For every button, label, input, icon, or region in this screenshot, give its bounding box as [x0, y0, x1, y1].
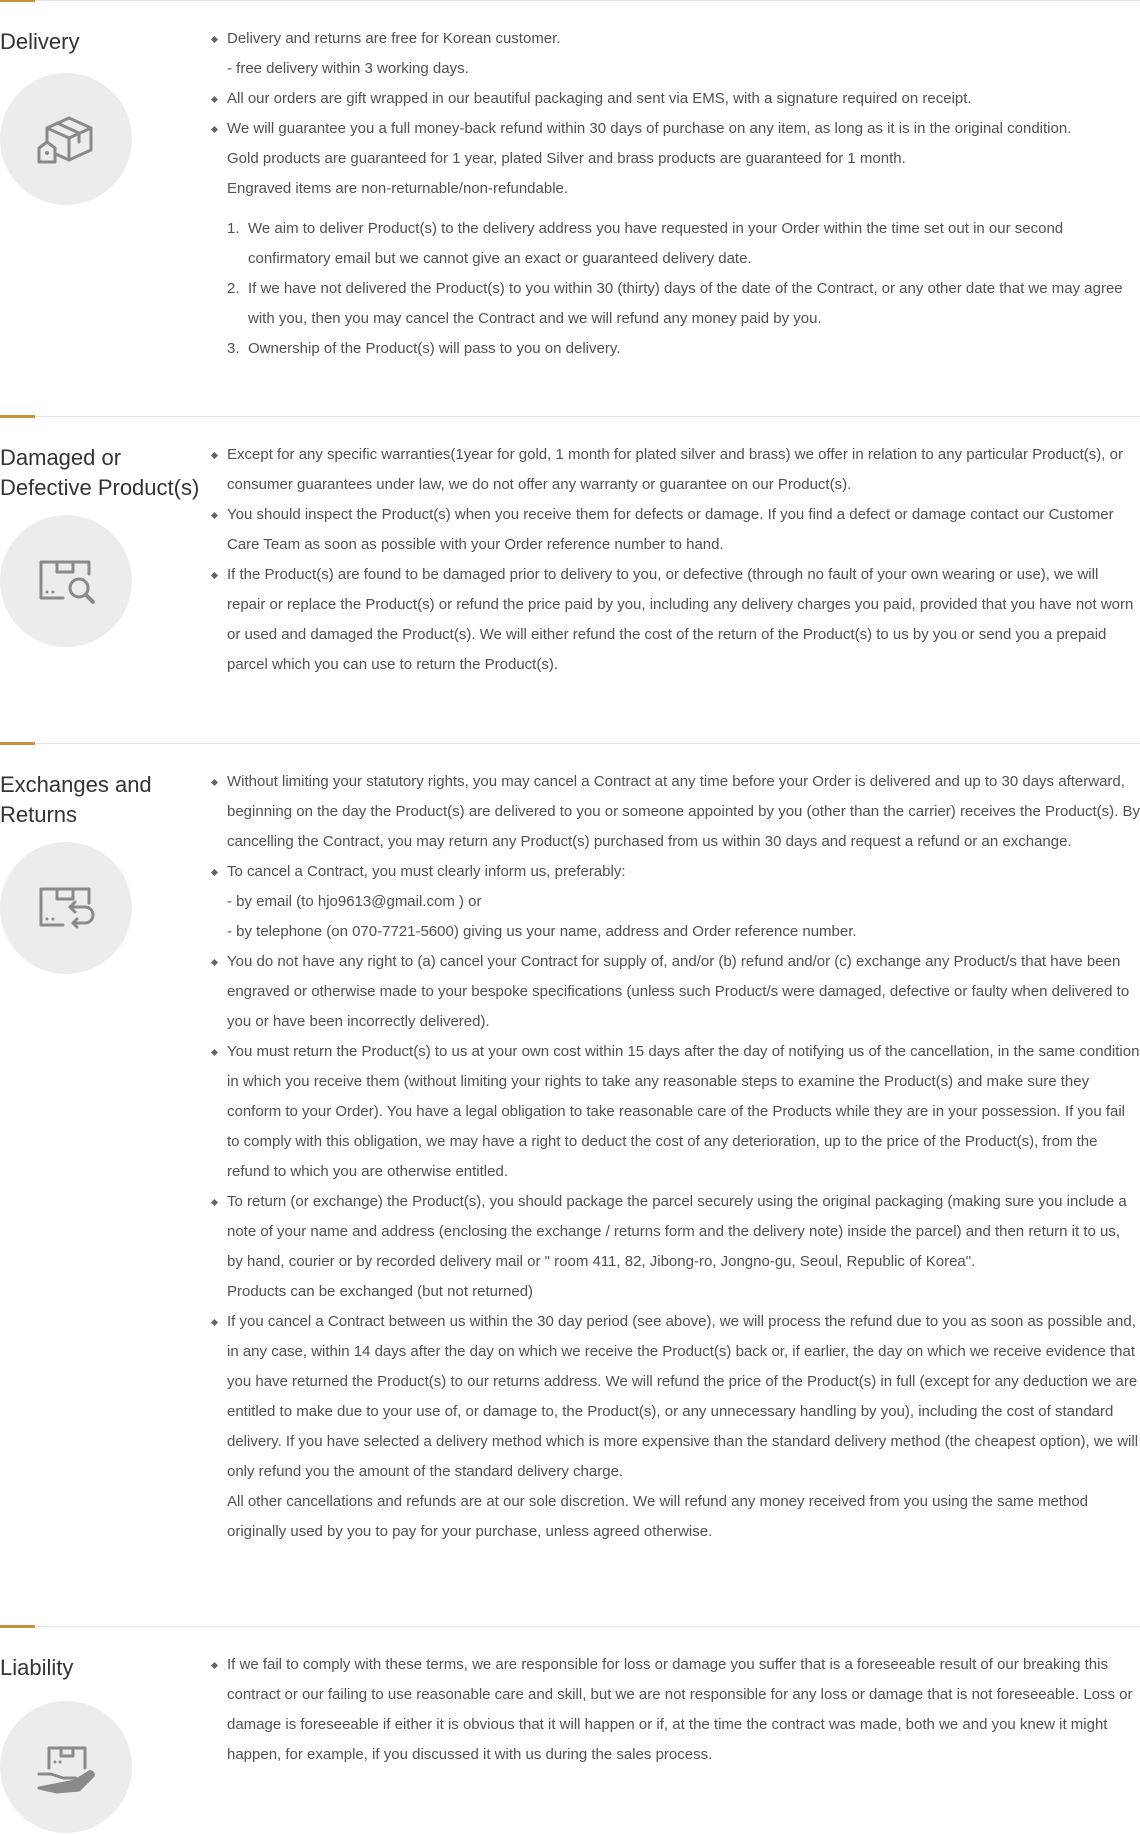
item-number: 3.	[227, 340, 240, 357]
box-return-icon	[0, 842, 132, 974]
bullet-line: If the Product(s) are found to be damaged prior to delivery to you, or defective (through no fault of your own wearing or use), we will repair or replace the Product(s) or refund the price paid by you, including any delivery charges you paid, provided that you have not worn or used and damaged the Product(s). We will either refund the cost of the return of the Product(s) to us by you or send you a prepaid parcel which you can use to return the Product(s).	[227, 566, 1134, 673]
bullet-line: You must return the Product(s) to us at your own cost within 15 days after the day of notifying us of the cancellation, in the same condition in which you receive them (without limiting your rights to take any reasonable steps to examine the Product(s) and make sure they conform to your Order). You have a legal obligation to take reasonable care of the Products while they are in your possession. If you fail to comply with this obligation, we may have a right to deduct the cost of any deterioration, up to the price of the Product(s), from the refund to which you are otherwise entitled.	[227, 1043, 1140, 1180]
bullet-list	[210, 1650, 1140, 1770]
bullet-item	[210, 1650, 1140, 1770]
bullet-line: You should inspect the Product(s) when you receive them for defects or damage. If you find a defect or damage contact our Customer Care Team as soon as possible with your Order reference number to hand.	[227, 506, 1114, 553]
section-delivery	[0, 0, 1140, 416]
bullet-line: You do not have any right to (a) cancel your Contract for supply of, and/or (b) refund and/or (c) exchange any Product/s that have been engraved or otherwise made to your bespoke specifications (unless such Product/s were damaged, defective or faulty when delivered to you or have been incorrectly delivered).	[227, 953, 1130, 1030]
numbered-item	[227, 334, 1140, 364]
box-magnifier-icon	[0, 515, 132, 647]
bullet-line: Except for any specific warranties(1year for gold, 1 month for plated silver and brass) we offer in relation to any particular Product(s), or consumer guarantees under law, we do not offer any warranty or guarantee on our Product(s).	[227, 446, 1123, 493]
section-damaged-defective	[0, 416, 1140, 743]
section-accent-bar	[0, 0, 35, 2]
bullet-item	[210, 560, 1140, 680]
hand-box-icon	[0, 1701, 132, 1833]
section-content	[210, 1650, 1140, 1770]
bullet-list	[210, 440, 1140, 680]
bullet-line: All other cancellations and refunds are at our sole discretion. We will refund any money received from you using the same method originally used by you to pay for your purchase, unless agreed otherwise.	[227, 1493, 1089, 1540]
bullet-line: Delivery and returns are free for Korean customer.	[227, 30, 561, 47]
item-number: 2.	[227, 280, 240, 297]
bullet-item	[210, 1037, 1140, 1187]
section-title: Damaged or Defective Product(s)	[0, 445, 200, 500]
bullet-line: Engraved items are non-returnable/non-refundable.	[227, 180, 569, 197]
item-text: Ownership of the Product(s) will pass to you on delivery.	[248, 340, 621, 357]
bullet-line: To cancel a Contract, you must clearly inform us, preferably:	[227, 863, 626, 880]
bullet-line: We will guarantee you a full money-back refund within 30 days of purchase on any item, as long as it is in the original condition.	[227, 120, 1072, 137]
section-title: Delivery	[0, 29, 80, 54]
bullet-item	[210, 947, 1140, 1037]
section-liability	[0, 1626, 1140, 1834]
section-content	[210, 767, 1140, 1547]
numbered-list	[210, 214, 1140, 364]
package-box-icon	[0, 73, 132, 205]
bullet-line: - by email (to hjo9613@gmail.com ) or	[227, 893, 482, 910]
bullet-line: If we fail to comply with these terms, we are responsible for loss or damage you suffer that is a foreseeable result of our breaking this contract or our failing to use reasonable care and skill, but we are not responsible for any loss or damage that is not foreseeable. Loss or damage is foreseeable if either it is obvious that it will happen or if, at the time the contract was made, both we and you knew it might happen, for example, if you discussed it with us during the sales process.	[227, 1656, 1133, 1763]
bullet-line: All our orders are gift wrapped in our beautiful packaging and sent via EMS, with a signature required on receipt.	[227, 90, 972, 107]
section-exchanges-returns	[0, 743, 1140, 1626]
bullet-item	[210, 500, 1140, 560]
bullet-item	[210, 857, 1140, 947]
section-content	[210, 440, 1140, 680]
item-text: We aim to deliver Product(s) to the delivery address you have requested in your Order within the time set out in our second confirmatory email but we cannot give an exact or guaranteed delivery date.	[248, 220, 1064, 267]
bullet-line: - free delivery within 3 working days.	[227, 60, 469, 77]
section-accent-bar	[0, 415, 35, 418]
bullet-line: If you cancel a Contract between us within the 30 day period (see above), we will process the refund due to you as soon as possible and, in any case, within 14 days after the day on which we receive the Product(s) back or, if earlier, the day on which we receive evidence that you have returned the Product(s) to our returns address. We will refund the price of the Product(s) in full (except for any deduction we are entitled to make due to your use of, or damage to, the Product(s), or any unnecessary handling by you), including the cost of standard delivery. If you have selected a delivery method which is more expensive than the standard delivery method (the cheapest option), we will only refund you the amount of the standard delivery charge.	[227, 1313, 1139, 1480]
section-accent-bar	[0, 1625, 35, 1628]
bullet-item	[210, 114, 1140, 204]
bullet-item	[210, 1187, 1140, 1307]
bullet-item	[210, 24, 1140, 84]
bullet-line: Gold products are guaranteed for 1 year, plated Silver and brass products are guaranteed for 1 month.	[227, 150, 906, 167]
section-accent-bar	[0, 742, 35, 745]
section-title: Exchanges and Returns	[0, 772, 152, 827]
bullet-item	[210, 1307, 1140, 1547]
bullet-item	[210, 84, 1140, 114]
bullet-item	[210, 767, 1140, 857]
section-title: Liability	[0, 1655, 74, 1680]
bullet-line: Products can be exchanged (but not returned)	[227, 1283, 534, 1300]
bullet-item	[210, 440, 1140, 500]
item-number: 1.	[227, 220, 240, 237]
numbered-item	[227, 214, 1140, 274]
bullet-list	[210, 24, 1140, 204]
bullet-line: Without limiting your statutory rights, you may cancel a Contract at any time before your Order is delivered and up to 30 days afterward, beginning on the day the Product(s) are delivered to you or someone appointed by you (other than the carrier) receives the Product(s). By cancelling the Contract, you may return any Product(s) purchased from us within 30 days and request a refund or an exchange.	[227, 773, 1140, 850]
bullet-line: To return (or exchange) the Product(s), you should package the parcel securely using the original packaging (making sure you include a note of your name and address (enclosing the exchange / returns form and the delivery note) inside the parcel) and then return it to us, by hand, courier or by recorded delivery mail or " room 411, 82, Jibong-ro, Jongno-gu, Seoul, Republic of Korea".	[227, 1193, 1127, 1270]
numbered-item	[227, 274, 1140, 334]
item-text: If we have not delivered the Product(s) to you within 30 (thirty) days of the date of the Contract, or any other date that we may agree with you, then you may cancel the Contract and we will refund any money paid by you.	[248, 280, 1123, 327]
section-content	[210, 24, 1140, 364]
bullet-line: - by telephone (on 070-7721-5600) giving us your name, address and Order reference number.	[227, 923, 857, 940]
bullet-list	[210, 767, 1140, 1547]
